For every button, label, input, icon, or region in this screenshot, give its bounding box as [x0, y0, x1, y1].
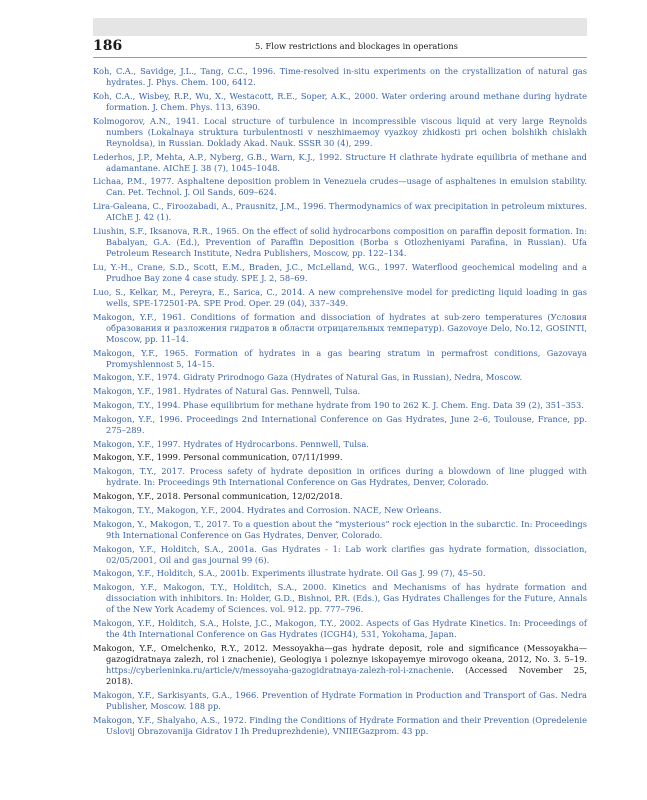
header-rule [93, 57, 587, 58]
reference-item[interactable]: Makogon, Y.F., Holditch, S.A., 2001b. Experiments illustrate hydrate. Oil Gas J. 99 (7), 45–50. [93, 568, 486, 579]
reference-item[interactable]: Lederhos, J.P., Mehta, A.P., Nyberg, G.B., Warn, K.J., 1992. Structure H clathrate hydrate equilibria of methane and adamantane. AIChE J. 38 (7), 1045–1048. [93, 151, 587, 173]
reference-text: Makogon, Y.F., Omelchenko, R.Y., 2012. Messoyakha—gas hydrate deposit, role and significance (Messoyakha—gazogidratnaya zalezh, rol i znachenie), Geologiya i poleznye iskopayemye mirovogo okeana, 2012, No. 3. 5–19. [93, 642, 587, 664]
reference-item[interactable]: Makogon, T.Y., 1994. Phase equilibrium for methane hydrate from 190 to 262 K. J. Chem. Eng. Data 39 (2), 351–353. [93, 400, 584, 411]
reference-item[interactable]: Luo, S., Kelkar, M., Pereyra, E., Sarica, C., 2014. A new comprehensive model for predicting liquid loading in gas wells, SPE-172501-PA. SPE Prod. Oper. 29 (04), 337–349. [93, 286, 587, 308]
reference-item: Makogon, Y.F., 1999. Personal communication, 07/11/1999. [93, 452, 343, 463]
reference-item[interactable]: Makogon, Y.F., Sarkisyants, G.A., 1966. Prevention of Hydrate Formation in Production and Transport of Gas. Nedra Publisher, Moscow. 188 pp. [93, 689, 587, 711]
reference-url-link[interactable]: https://cyberleninka.ru/article/v/messoyaha-gazogidratnaya-zalezh-rol-i-znachenie [106, 665, 452, 675]
reference-text: . (Accessed November 25, 2018). [106, 665, 587, 687]
reference-item[interactable]: Makogon, Y.F., 1997. Hydrates of Hydrocarbons. Pennwell, Tulsa. [93, 438, 369, 449]
reference-item[interactable]: Koh, C.A., Wisbey, R.P., Wu, X., Westacott, R.E., Soper, A.K., 2000. Water ordering around methane during hydrate formation. J. Chem. Phys. 113, 6390. [93, 90, 587, 112]
header-bar [93, 18, 587, 36]
reference-item[interactable]: Makogon, Y.F., Holditch, S.A., Holste, J.C., Makogon, T.Y., 2002. Aspects of Gas Hydrate Kinetics. In: Proceedings of the 4th International Conference on Gas Hydrates (ICGH4), 531, Yokohama, Japan. [93, 618, 587, 640]
reference-item[interactable]: Makogon, Y.F., 1981. Hydrates of Natural Gas. Pennwell, Tulsa. [93, 386, 361, 397]
reference-item[interactable]: Makogon, Y.F., 1961. Conditions of formation and dissociation of hydrates at sub-zero temperatures (Условия образования и разложения гидратов в области отрицательных температур). Gazovoye Delo, No.12, GOSINTI, Moscow, pp. 11–14. [93, 311, 587, 344]
reference-item[interactable]: Makogon, Y.F., 1996. Proceedings 2nd International Conference on Gas Hydrates, June 2–6, Toulouse, France, pp. 275–289. [93, 413, 587, 435]
reference-item[interactable]: Makogon, Y.F., 1974. Gidraty Prirodnogo Gaza (Hydrates of Natural Gas, in Russian), Nedra, Moscow. [93, 372, 523, 383]
reference-item[interactable]: Makogon, T.Y., 2017. Process safety of hydrate deposition in orifices during a blowdown of line plugged with hydrate. In: Proceedings 9th International Conference on Gas Hydrates, Denver, Colorado. [93, 466, 587, 488]
reference-item[interactable]: Makogon, Y.F., Makogon, T.Y., Holditch, S.A., 2000. Kinetics and Mechanisms of has hydrate formation and dissociation with inhibitors. In: Holder, G.D., Bishnoi, P.R. (Eds.), Gas Hydrates Challenges for the Future, Annals of the New York Academy of Sciences. vol. 912. pp. 777–796. [93, 582, 587, 615]
reference-item [93, 643, 587, 687]
page-number: 186 [93, 38, 123, 54]
reference-item[interactable]: Makogon, T.Y., Makogon, Y.F., 2004. Hydrates and Corrosion. NACE, New Orleans. [93, 504, 442, 515]
reference-item[interactable]: Makogon, Y., Makogon, T., 2017. To a question about the “mysterious” rock ejection in the subarctic. In: Proceedings 9th International Conference on Gas Hydrates, Denver, Colorado. [93, 518, 587, 540]
reference-item[interactable]: Makogon, Y.F., Shalyaho, A.S., 1972. Finding the Conditions of Hydrate Formation and their Prevention (Opredelenie Uslovij Obrazovanija Gidratov I Ih Preduprezhdenie), VNIIEGazprom. 43 pp. [93, 714, 587, 736]
running-head: 5. Flow restrictions and blockages in operations [255, 41, 458, 51]
reference-list [93, 66, 587, 740]
reference-item[interactable]: Liushin, S.F., Iksanova, R.R., 1965. On the effect of solid hydrocarbons composition on paraffin deposit formation. In: Babalyan, G.A. (Ed.), Prevention of Paraffin Deposition (Borba s Otlozheniyami Parafina, in Russian). Ufa Petroleum Research Institute, Nedra Publishers, Moscow, pp. 122–134. [93, 226, 587, 259]
reference-item[interactable]: Makogon, Y.F., Holditch, S.A., 2001a. Gas Hydrates - 1: Lab work clarifies gas hydrate formation, dissociation, 02/05/2001, Oil and gas journal 99 (6). [93, 543, 587, 565]
reference-item[interactable]: Koh, C.A., Savidge, J.L., Tang, C.C., 1996. Time-resolved in-situ experiments on the crystallization of natural gas hydrates. J. Phys. Chem. 100, 6412. [93, 66, 587, 88]
reference-item[interactable]: Makogon, Y.F., 1965. Formation of hydrates in a gas bearing stratum in permafrost conditions, Gazovaya Promyshlennost 5, 14–15. [93, 347, 587, 369]
reference-item[interactable]: Lichaa, P.M., 1977. Asphaltene deposition problem in Venezuela crudes—usage of asphaltenes in emulsion stability. Can. Pet. Technol. J. Oil Sands, 609–624. [93, 176, 587, 198]
reference-item[interactable]: Lu, Y.-H., Crane, S.D., Scott, E.M., Braden, J.C., McLelland, W.G., 1997. Waterflood geochemical modeling and a Prudhoe Bay zone 4 case study. SPE J. 2, 58–69. [93, 262, 587, 284]
reference-item[interactable]: Kolmogorov, A.N., 1941. Local structure of turbulence in incompressible viscous liquid at very large Reynolds numbers (Lokalnaya struktura turbulentnosti v neszhimaemoy vyazkoy zhidkosti pri ochen bolshikh chislakh Reynoldsa), in Russian. Doklady Akad. Nauk. SSSR 30 (4), 299. [93, 115, 587, 148]
reference-item[interactable]: Lira-Galeana, C., Firoozabadi, A., Prausnitz, J.M., 1996. Thermodynamics of wax precipitation in petroleum mixtures. AIChE J. 42 (1). [93, 201, 587, 223]
reference-item: Makogon, Y.F., 2018. Personal communication, 12/02/2018. [93, 491, 343, 502]
